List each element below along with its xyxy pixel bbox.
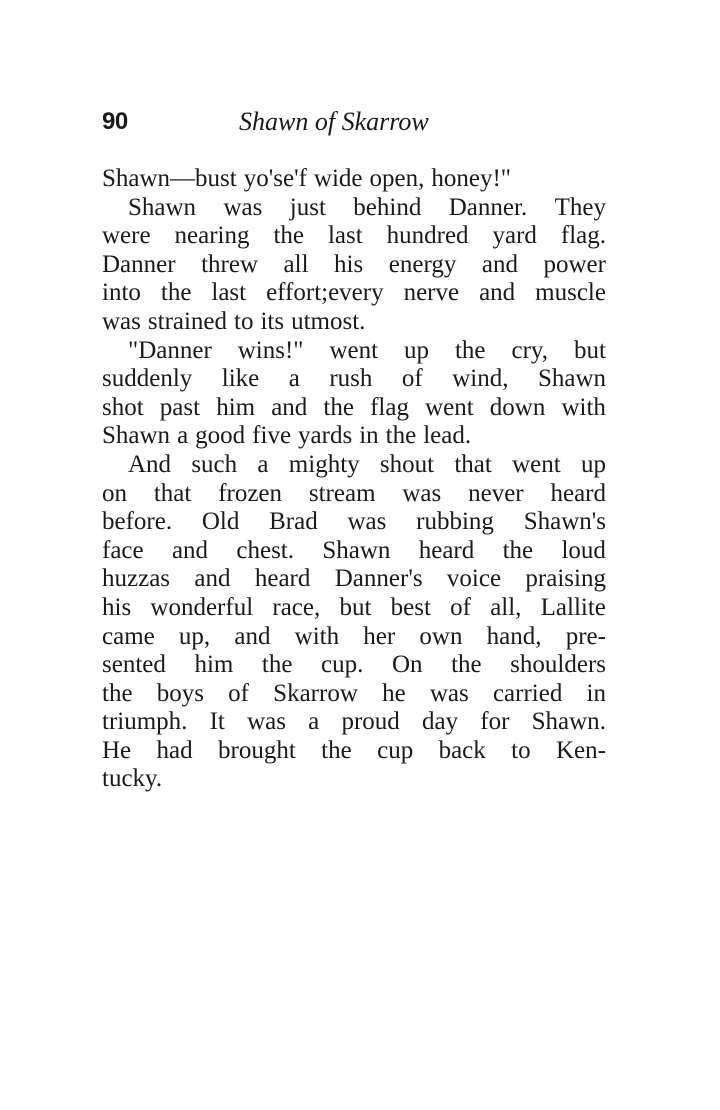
text-line: tucky. bbox=[102, 765, 163, 793]
text-line: shot past him and the flag went down with bbox=[102, 393, 606, 421]
text-line: Shawn a good five yards in the lead. bbox=[102, 422, 472, 450]
text-line: his wonderful race, but best of all, Lallite bbox=[102, 593, 606, 621]
text-line: the boys of Skarrow he was carried in bbox=[102, 679, 606, 707]
page-number: 90 bbox=[102, 108, 128, 135]
text-line: were nearing the last hundred yard flag. bbox=[102, 222, 606, 250]
text-line: And such a mighty shout that went up bbox=[128, 450, 606, 478]
text-line: Danner threw all his energy and power bbox=[102, 250, 606, 278]
text-line: suddenly like a rush of wind, Shawn bbox=[102, 365, 606, 393]
text-line: face and chest. Shawn heard the loud bbox=[102, 536, 606, 564]
running-head bbox=[102, 104, 612, 140]
book-title: Shawn of Skarrow bbox=[239, 107, 429, 136]
text-line: came up, and with her own hand, pre- bbox=[102, 622, 606, 650]
text-line: on that frozen stream was never heard bbox=[102, 479, 606, 507]
text-line: before. Old Brad was rubbing Shawn's bbox=[102, 508, 606, 536]
text-line: Shawn—bust yo'se'f wide open, honey!" bbox=[102, 165, 512, 192]
text-line: into the last effort;every nerve and muscle bbox=[102, 279, 606, 307]
text-line: huzzas and heard Danner's voice praising bbox=[102, 565, 606, 593]
text-line: was strained to its utmost. bbox=[102, 307, 366, 335]
text-line: He had brought the cup back to Ken- bbox=[102, 736, 606, 764]
text-line: Shawn was just behind Danner. They bbox=[128, 193, 606, 221]
text-line: triumph. It was a proud day for Shawn. bbox=[102, 708, 606, 736]
body-text bbox=[102, 165, 606, 794]
text-line: "Danner wins!" went up the cry, but bbox=[128, 336, 606, 364]
text-line: sented him the cup. On the shoulders bbox=[102, 651, 606, 679]
